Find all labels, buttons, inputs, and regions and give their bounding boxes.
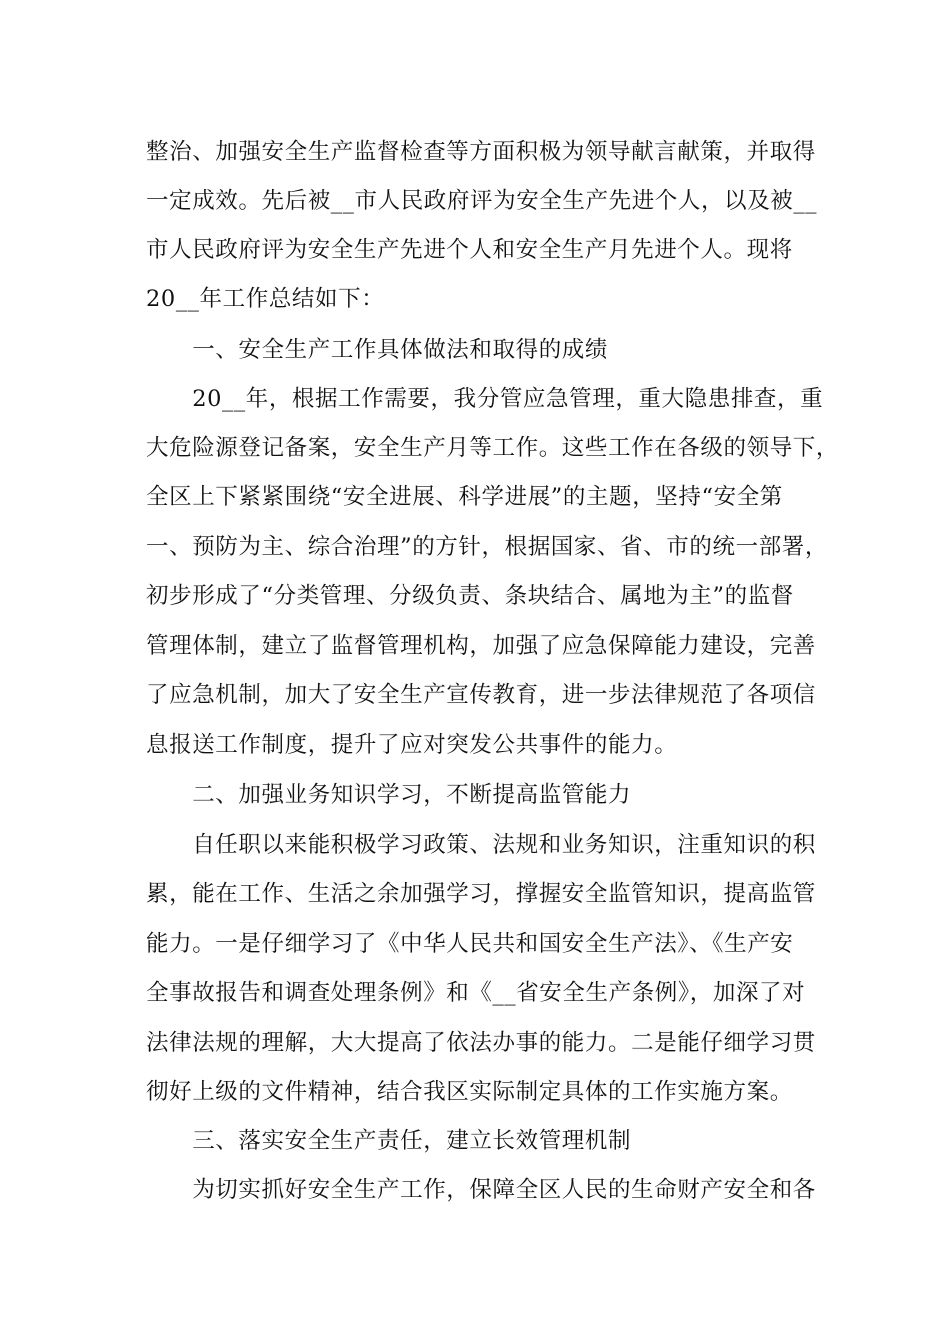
text-line: 一定成效。先后被__市人民政府评为安全生产先进个人，以及被__ bbox=[146, 188, 818, 214]
text-line: 全区上下紧紧围绕“安全进展、科学进展”的主题，坚持“安全第 bbox=[146, 484, 783, 510]
text-line: 息报送工作制度，提升了应对突发公共事件的能力。 bbox=[146, 732, 678, 758]
text-line: 了应急机制，加大了安全生产宣传教育，进一步法律规范了各项信 bbox=[146, 682, 816, 708]
text-line: 全事故报告和调查处理条例》和《__省安全生产条例》，加深了对 bbox=[146, 980, 806, 1006]
text-line: 为切实抓好安全生产工作，保障全区人民的生命财产安全和各 bbox=[146, 1177, 816, 1203]
section-heading: 三、落实安全生产责任，建立长效管理机制 bbox=[146, 1128, 632, 1154]
text-line: 市人民政府评为安全生产先进个人和安全生产月先进个人。现将 bbox=[146, 237, 793, 263]
text-line: 整治、加强安全生产监督检查等方面积极为领导献言献策，并取得 bbox=[146, 139, 816, 165]
text-line: 彻好上级的文件精神，结合我区实际制定具体的工作实施方案。 bbox=[146, 1079, 793, 1105]
text-line: 能力。一是仔细学习了《中华人民共和国安全生产法》、《生产安 bbox=[146, 931, 794, 957]
section-heading: 二、加强业务知识学习，不断提高监管能力 bbox=[146, 782, 632, 808]
text-line: 一、预防为主、综合治理”的方针，根据国家、省、市的统一部署， bbox=[146, 534, 829, 560]
section-heading: 一、安全生产工作具体做法和取得的成绩 bbox=[146, 337, 609, 363]
text-line: 累，能在工作、生活之余加强学习，撑握安全监管知识，提高监管 bbox=[146, 881, 816, 907]
text-line: 20__年工作总结如下： bbox=[146, 286, 385, 312]
text-line: 法律法规的理解，大大提高了依法办事的能力。二是能仔细学习贯 bbox=[146, 1030, 816, 1056]
text-line: 20__年，根据工作需要，我分管应急管理，重大隐患排查，重 bbox=[146, 386, 824, 412]
text-line: 管理体制，建立了监督管理机构，加强了应急保障能力建设，完善 bbox=[146, 633, 816, 659]
text-line: 自任职以来能积极学习政策、法规和业务知识，注重知识的积 bbox=[146, 832, 816, 858]
text-line: 大危险源登记备案，安全生产月等工作。这些工作在各级的领导下， bbox=[146, 435, 840, 461]
text-line: 初步形成了“分类管理、分级负责、条块结合、属地为主”的监督 bbox=[146, 583, 794, 609]
